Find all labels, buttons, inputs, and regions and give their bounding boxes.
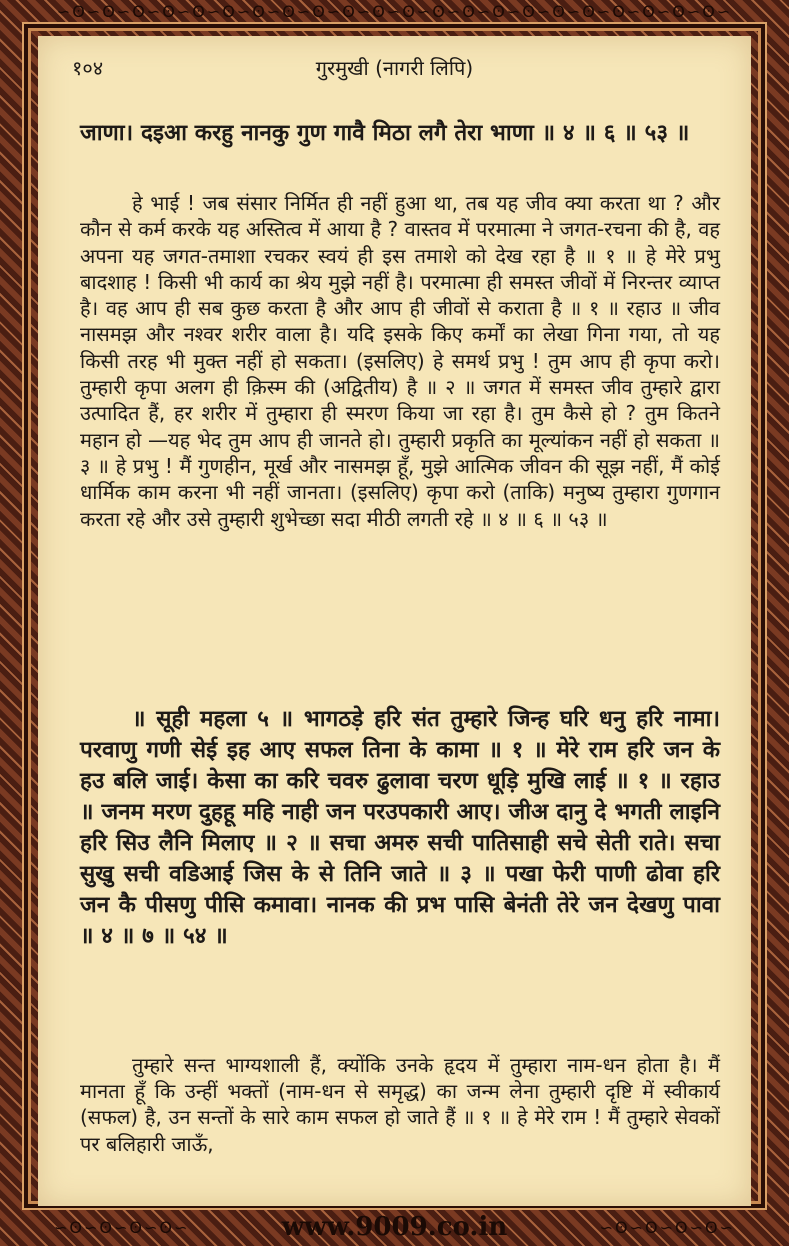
- page-header: [38, 54, 751, 84]
- book-page: [38, 36, 751, 1206]
- verse-block-2: ॥ सूही महला ५ ॥ भागठड़े हरि संत तुम्हारे जिन्ह घरि धनु हरि नामा। परवाणु गणी सेई इह आए सफल तिना के कामा ॥ १ ॥ मेरे राम हरि जन के हउ बलि जाई। केसा का करि चवरु ढुलावा चरण धूड़ि मुखि लाई ॥ १ ॥ रहाउ ॥ जनम मरण दुहहू महि नाही जन परउपकारी आए। जीअ दानु दे भगती लाइनि हरि सिउ लैनि मिलाए ॥ २ ॥ सचा अमरु सची पातिसाही सचे सेती राते। सचा सुखु सची वडिआई जिस के से तिनि जाते ॥ ३ ॥ पखा फेरी पाणी ढोवा हरि जन कै पीसणु पीसि कमावा। नानक की प्रभ पासि बेनंती तेरे जन देखणु पावा ॥ ४ ॥ ७ ॥ ५४ ॥: [80, 706, 720, 949]
- translation-block-2: तुम्हारे सन्त भाग्यशाली हैं, क्योंकि उनके हृदय में तुम्हारा नाम-धन होता है। मैं मानता हूँ कि उन्हीं भक्तों (नाम-धन से समृद्ध) का जन्म लेना तुम्हारी दृष्टि में स्वीकार्य (सफल) है, उन सन्तों के सारे काम सफल हो जाते हैं ॥ १ ॥ हे मेरे राम ! मैं तुम्हारे सेवकों पर बलिहारी जाऊँ,: [80, 1053, 720, 1156]
- footer-strip: [0, 1210, 789, 1246]
- verse-end-block: जाणा। दइआ करहु नानकु गुण गावै मिठा लगै तेरा भाणा ॥ ४ ॥ ६ ॥ ५३ ॥: [80, 120, 690, 146]
- footer-ornament-right: ∽ʘ∽ʘ∽ʘ∽ʘ∽: [599, 1218, 735, 1237]
- website-url[interactable]: www.9009.co.in: [281, 1212, 508, 1242]
- top-ornament-strip: ∽ʘ∽ʘ∽ʘ∽ʘ∽ʘ∽ʘ∽ʘ∽ʘ∽ʘ∽ʘ∽ʘ∽ʘ∽ʘ∽ʘ∽ʘ∽ʘ∽ʘ∽ʘ∽ʘ∽ʘ∽ʘ∽ʘ∽: [56, 2, 733, 21]
- page-number: १०४: [72, 56, 104, 80]
- translation-block-1: हे भाई ! जब संसार निर्मित ही नहीं हुआ था, तब यह जीव क्या करता था ? और कौन से कर्म करके यह अस्तित्व में आया है ? वास्तव में परमात्मा ने जगत-रचना की है, वह अपना यह जगत-तमाशा रचकर स्वयं ही इस तमाशे को देख रहा है ॥ १ ॥ हे मेरे प्रभु बादशाह ! किसी भी कार्य का श्रेय मुझे नहीं है। परमात्मा ही समस्त जीवों में निरन्तर व्याप्त है। वह आप ही सब कुछ करता है और आप ही जीवों से कराता है ॥ १ ॥ रहाउ ॥ जीव नासमझ और नश्वर शरीर वाला है। यदि इसके किए कर्मों का लेखा गिना गया, तो यह किसी तरह भी मुक्त नहीं हो सकता। (इसलिए) हे समर्थ प्रभु ! तुम आप ही कृपा करो। तुम्हारी कृपा अलग ही क़िस्म की (अद्वितीय) है ॥ २ ॥ जगत में समस्त जीव तुम्हारे द्वारा उत्पादित हैं, हर शरीर में तुम्हारा ही स्मरण किया जा रहा है। तुम कैसे हो ? तुम कितने महान हो —यह भेद तुम आप ही जानते हो। तुम्हारी प्रकृति का मूल्यांकन नहीं हो सकता ॥ ३ ॥ हे प्रभु ! मैं गुणहीन, मूर्ख और नासमझ हूँ, मुझे आत्मिक जीवन की सूझ नहीं, मैं कोई धार्मिक काम करना भी नहीं जानता। (इसलिए) कृपा करो (ताकि) मनुष्य तुम्हारा गुणगान करता रहे और उसे तुम्हारी शुभेच्छा सदा मीठी लगती रहे ॥ ४ ॥ ६ ॥ ५३ ॥: [80, 191, 720, 531]
- page-title: गुरमुखी (नागरी लिपि): [315, 56, 474, 80]
- footer-ornament-left: ∽ʘ∽ʘ∽ʘ∽ʘ∽: [54, 1218, 190, 1237]
